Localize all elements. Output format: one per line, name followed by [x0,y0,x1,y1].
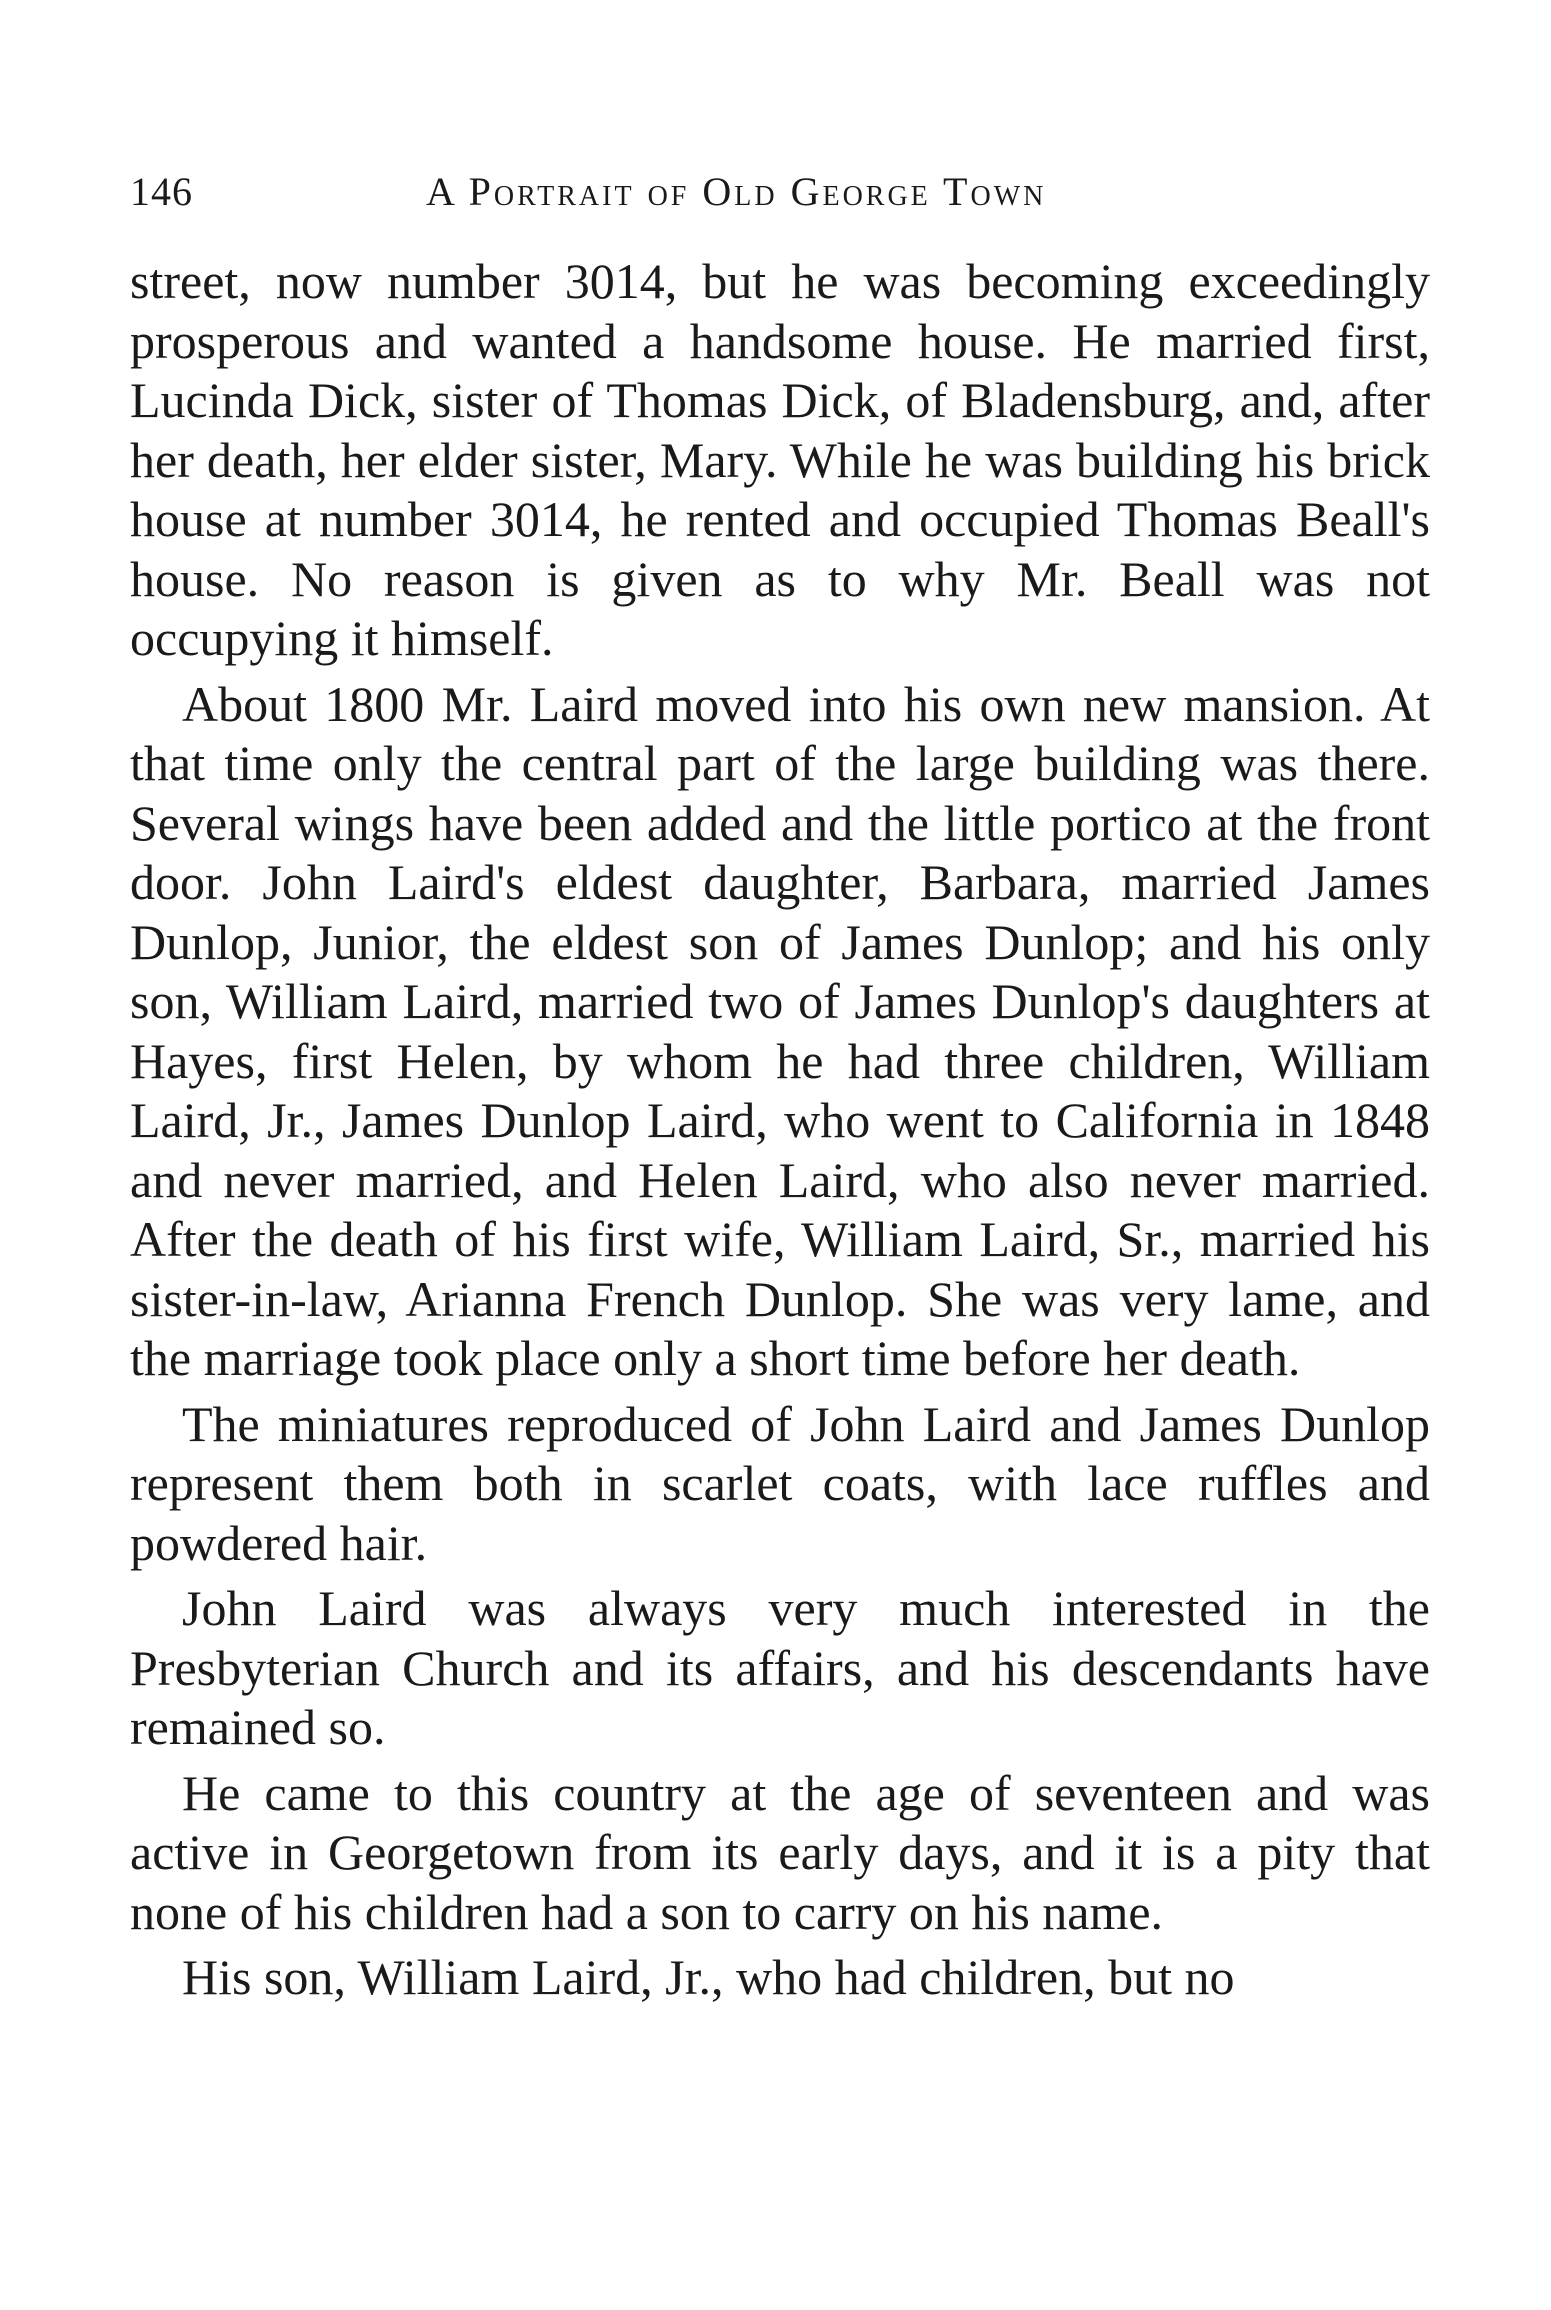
paragraph: About 1800 Mr. Laird moved into his own new mansion. At that time only the central part of the large building was there. Several wings have been added and the little portico at the front door. John Laird's eldest daughter, Barbara, married James Dunlop, Junior, the eldest son of James Dunlop; and his only son, William Laird, married two of James Dunlop's daughters at Hayes, first Helen, by whom he had three children, William Laird, Jr., James Dunlop Laird, who went to California in 1848 and never married, and Helen Laird, who also never married. After the death of his first wife, William Laird, Sr., married his sister-in-law, Arianna French Dunlop. She was very lame, and the marriage took place only a short time before her death. [130,675,1430,1386]
paragraph: He came to this country at the age of seventeen and was active in Georgetown from its early days, and it is a pity that none of his children had a son to carry on his name. [130,1764,1430,1940]
paragraph: John Laird was always very much interested in the Presbyterian Church and its affairs, and his descendants have remained so. [130,1580,1430,1755]
paragraph: street, now number 3014, but he was becoming exceedingly prosperous and wanted a handsome house. He married first, Lucinda Dick, sister of Thomas Dick, of Bladensburg, and, after her death, her elder sister, Mary. While he was building his brick house at number 3014, he rented and occupied Thomas Beall's house. No reason is given as to why Mr. Beall was not occupying it himself. [130,253,1430,666]
body-text [130,252,1430,2014]
running-head [130,168,1430,228]
page-number: 146 [130,169,193,214]
paragraph: His son, William Laird, Jr., who had children, but no [182,1949,1235,2005]
running-title: A Portrait of Old George Town [426,169,1047,214]
paragraph: The miniatures reproduced of John Laird and James Dunlop represent them both in scarlet coats, with lace ruffles and powdered hair. [130,1395,1430,1571]
